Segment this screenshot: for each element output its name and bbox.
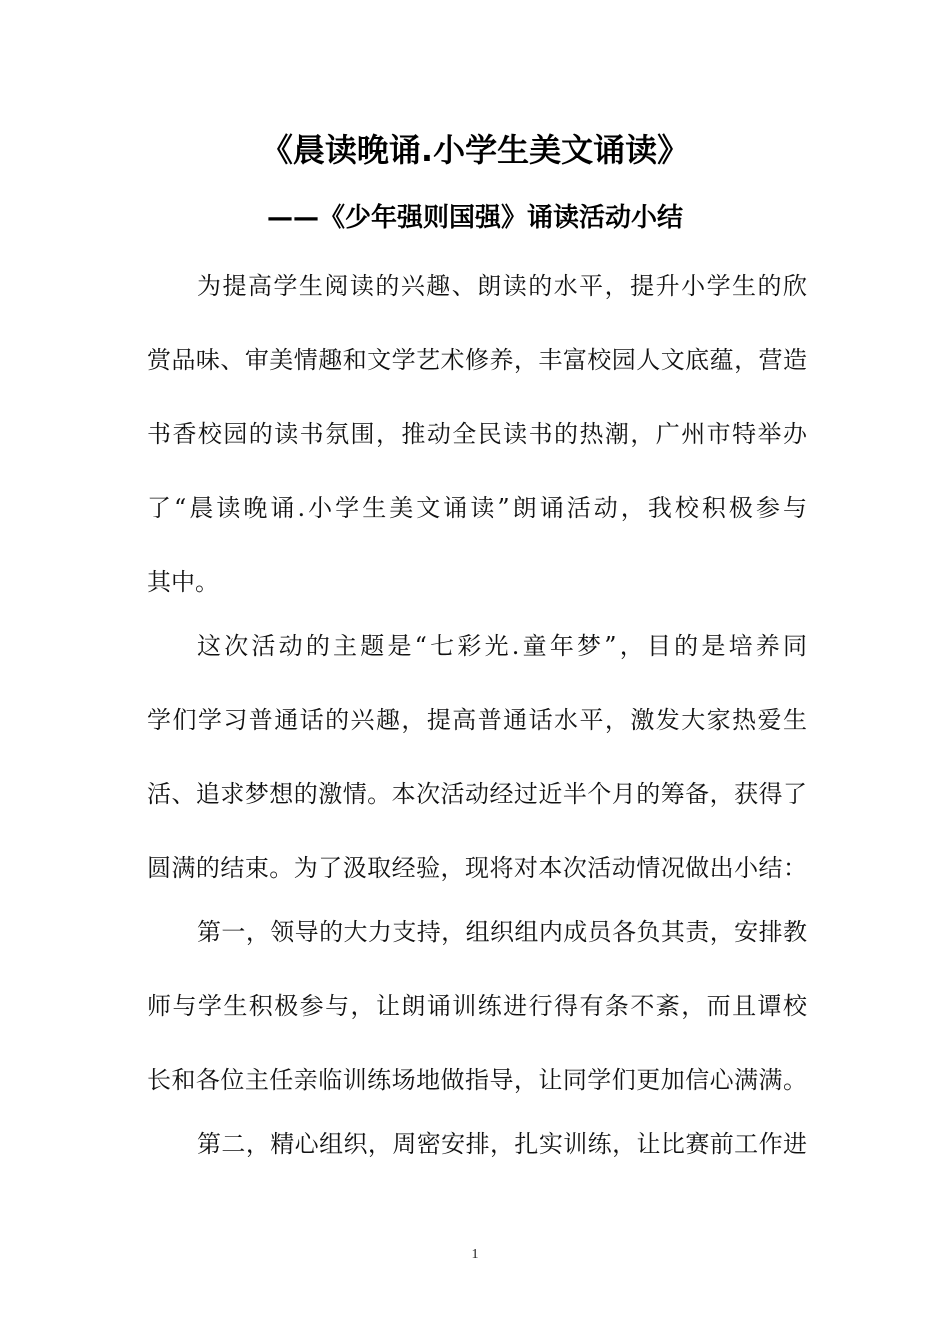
paragraph-1-line-1: 为提高学生阅读的兴趣、朗读的水平，提升小学生的欣 [197, 272, 807, 300]
document-title: 《晨读晚诵.小学生美文诵读》 [260, 131, 690, 169]
paragraph-1-line-3: 书香校园的读书氛围，推动全民读书的热潮，广州市特举办 [147, 420, 807, 448]
page-number: 1 [471, 1247, 479, 1262]
paragraph-1-line-2: 赏品味、审美情趣和文学艺术修养，丰富校园人文底蕴，营造 [147, 346, 807, 374]
paragraph-4-line-1: 第二，精心组织，周密安排，扎实训练，让比赛前工作进 [197, 1130, 807, 1158]
paragraph-2-line-2: 学们学习普通话的兴趣，提高普通话水平，激发大家热爱生 [147, 706, 807, 734]
document-subtitle: ——《少年强则国强》诵读活动小结 [266, 203, 683, 233]
paragraph-3-line-2: 师与学生积极参与，让朗诵训练进行得有条不紊，而且谭校 [147, 992, 807, 1020]
paragraph-1-line-5: 其中。 [147, 568, 219, 596]
paragraph-2-line-4: 圆满的结束。为了汲取经验，现将对本次活动情况做出小结： [147, 854, 807, 882]
paragraph-2-line-1: 这次活动的主题是“七彩光.童年梦”，目的是培养同 [197, 632, 807, 660]
paragraph-2-line-3: 活、追求梦想的激情。本次活动经过近半个月的筹备，获得了 [147, 780, 807, 808]
paragraph-3-line-3: 长和各位主任亲临训练场地做指导，让同学们更加信心满满。 [147, 1066, 807, 1094]
paragraph-1-line-4: 了“晨读晚诵.小学生美文诵读”朗诵活动，我校积极参与 [147, 494, 807, 522]
paragraph-3-line-1: 第一，领导的大力支持，组织组内成员各负其责，安排教 [197, 918, 807, 946]
